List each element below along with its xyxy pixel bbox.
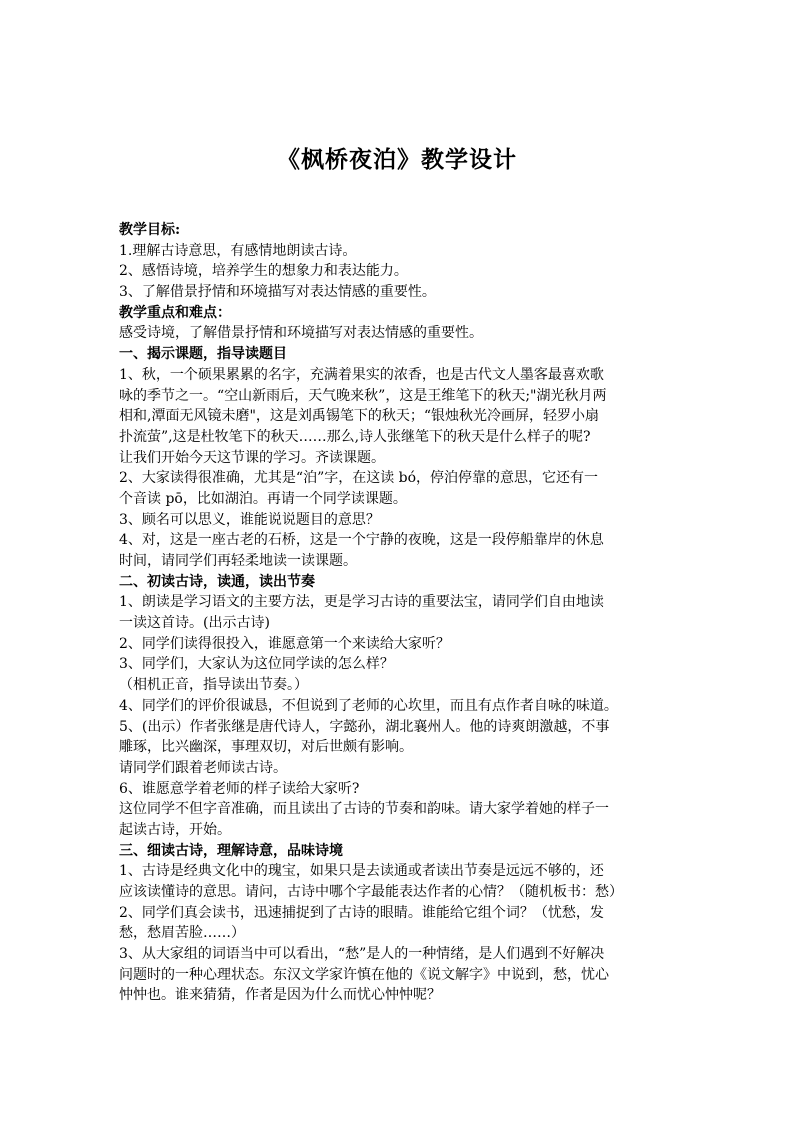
- paragraph-line: （相机正音，指导读出节奏。）: [119, 677, 308, 694]
- paragraph-line: 让我们开始今天这节课的学习。齐读课题。: [119, 449, 385, 466]
- paragraph-line: 3、了解借景抒情和环境描写对表达情感的重要性。: [119, 284, 436, 301]
- section-heading: 教学重点和难点：: [119, 304, 231, 321]
- document-body: [119, 220, 681, 1006]
- paragraph-line: 愁，愁眉苦脸……）: [119, 925, 245, 942]
- section-heading: 三、细读古诗，理解诗意，品味诗境: [119, 842, 343, 859]
- paragraph-line: 忡忡也。谁来猜猜，作者是因为什么而忧心忡忡呢？: [119, 987, 441, 1004]
- paragraph-line: 3、同学们，大家认为这位同学读的怎么样？: [119, 656, 394, 673]
- paragraph-line: 这位同学不但字音准确，而且读出了古诗的节奏和韵味。请大家学着她的样子一: [119, 801, 609, 818]
- paragraph-line: 请同学们跟着老师读古诗。: [119, 759, 287, 776]
- paragraph-line: 咏的季节之一。“空山新雨后，天气晚来秋”，这是王维笔下的秋天;"湖光秋月两: [119, 387, 607, 404]
- paragraph-line: 2、同学们真会读书，迅速捕捉到了古诗的眼睛。谁能给它组个词？（忧愁，发: [119, 904, 604, 921]
- paragraph-line: 4、同学们的评价很诚恳，不但说到了老师的心坎里，而且有点作者自咏的味道。: [119, 697, 618, 714]
- paragraph-line: 3、从大家组的词语当中可以看出，“愁”是人的一种情绪，是人们遇到不好解决: [119, 946, 605, 963]
- paragraph-line: 1、古诗是经典文化中的瑰宝，如果只是去读通或者读出节奏是远远不够的，还: [119, 863, 604, 880]
- paragraph-line: 2、感悟诗境，培养学生的想象力和表达能力。: [119, 263, 408, 280]
- paragraph-line: 1、秋，一个硕果累累的名字，充满着果实的浓香，也是古代文人墨客最喜欢歌: [119, 366, 604, 383]
- paragraph-line: 起读古诗，开始。: [119, 821, 231, 838]
- document-title: 《枫桥夜泊》教学设计: [277, 146, 517, 173]
- paragraph-line: 6、谁愿意学着老师的样子读给大家听?: [119, 780, 360, 797]
- paragraph-line: 相和,潭面无风镜未磨"，这是刘禹锡笔下的秋天；“银烛秋光冷画屏，轻罗小扇: [119, 408, 600, 425]
- paragraph-line: 3、顾名可以思义，谁能说说题目的意思？: [119, 511, 380, 528]
- paragraph-line: 问题时的一种心理状态。东汉文学家许慎在他的《说文解字》中说到，愁，忧心: [119, 966, 609, 983]
- paragraph-line: 5、(出示）作者张继是唐代诗人，字懿孙，湖北襄州人。他的诗爽朗激越，不事: [119, 718, 610, 735]
- paragraph-line: 1.理解古诗意思，有感情地朗读古诗。: [119, 242, 357, 259]
- paragraph-line: 个音读 pō，比如湖泊。再请一个同学读课题。: [119, 490, 407, 507]
- paragraph-line: 1、朗读是学习语文的主要方法，更是学习古诗的重要法宝，请同学们自由地读: [119, 594, 604, 611]
- paragraph-line: 扑流萤”,这是杜牧笔下的秋天……那么,诗人张继笔下的秋天是什么样子的呢?: [119, 428, 591, 445]
- section-heading: 二、初读古诗，读通，读出节奏: [119, 573, 315, 590]
- paragraph-line: 4、对，这是一座古老的石桥，这是一个宁静的夜晚，这是一段停船靠岸的休息: [119, 532, 604, 549]
- paragraph-line: 2、大家读得很准确，尤其是“泊”字，在这读 bó，停泊停靠的意思，它还有一: [119, 470, 599, 487]
- paragraph-line: 感受诗境，了解借景抒情和环境描写对表达情感的重要性。: [119, 325, 483, 342]
- section-heading: 一、揭示课题，指导读题目: [119, 346, 287, 363]
- section-heading: 教学目标:: [119, 222, 181, 238]
- paragraph-line: 2、同学们读得很投入，谁愿意第一个来读给大家听？: [119, 635, 450, 652]
- paragraph-line: 应该读懂诗的意思。请问，古诗中哪个字最能表达作者的心情？（随机板书：愁）: [119, 884, 623, 900]
- paragraph-line: 时间，请同学们再轻柔地读一读课题。: [119, 553, 357, 569]
- paragraph-line: 雕琢，比兴幽深，事理双切，对后世颇有影响。: [119, 739, 413, 756]
- paragraph-line: 一读这首诗。(出示古诗): [119, 615, 270, 632]
